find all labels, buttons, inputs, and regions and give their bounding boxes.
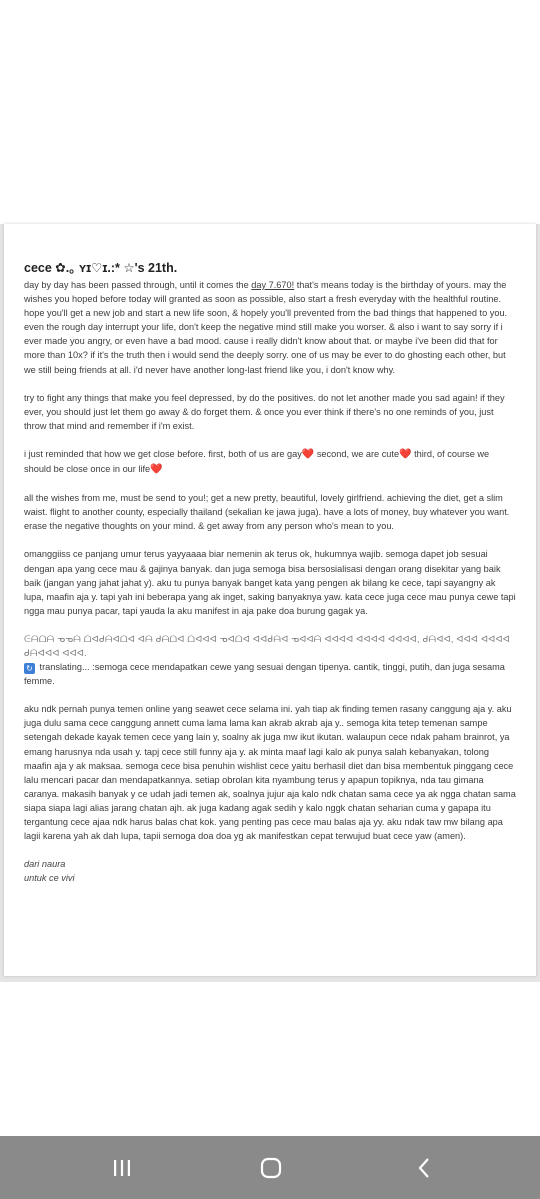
heart-icon: ❤️ xyxy=(150,464,163,476)
back-button[interactable] xyxy=(409,1153,439,1183)
paragraph-3: i just reminded that how we get close before. first, both of us are gay❤️ second, we are cute❤️ third, of course we should be close once in our life❤️ xyxy=(24,448,490,476)
paragraph-6: ᕮᗩᗝᗩ ᓀᓀᗩ ᗝᐊᑯᗩᐊᗝᐊ ᐊᗩ ᑯᗩᗝᐊ ᗝᐊᐊᐊ ᓀᐊᗝᐊ ᐊᐊᑯᗩᐊ ᓀᐊᐊᗩ ᐊᐊᐊᐊ ᐊᐊᐊᐊ ᐊᐊᐊᐊ, ᑯᗩᐊᐊ, ᐊᐊᐊ ᐊᐊᐊᐊ ᑯᗩᐊᐊᐊ ᐊᐊᐊ. ↻ translating... :semoga cece mendapatkan cewe yang sesuai dengan tipenya. cantik, tinggi, putih, dan juga sesama femme. xyxy=(24,632,517,688)
back-icon xyxy=(413,1157,435,1179)
home-button[interactable] xyxy=(256,1153,286,1183)
translate-icon: ↻ xyxy=(24,663,35,674)
paragraph-1: day by day has been passed through, until it comes the day 7.670! that's means today is the birthday of yours. may the wishes you hoped before today will granted as soon as possible, also start a fresh everyday with the healthful routine. hope you'll get a new job and start a new life soon, & hopely you'll prevented from the bad things that happened to you. even the rough day interrupt your life, don't keep the negative mind still make you worser. & also i want to say sorry if i ever made you angry, or even have a bad mood. cause i really didn't know about that. or maybe i've been did that for more than 10x? if it's the truth then i would send the deeply sorry. one of us may be ever to do ghosting each other, but we still being friends at all. i'd never have another long-last friend like you, i don't know why. xyxy=(24,280,508,375)
signature-to: untuk ce vivi xyxy=(24,873,75,884)
paragraph-4: all the wishes from me, must be send to you!; get a new pretty, beautiful, lovely girlfriend. achieving the diet, get a slim waist. flight to another county, especially thailand (sekalian ke jawa juga). have a lots of money, buy whatever you want. erase the negative thoughts on your mind. & get away from any person who's mean to you. xyxy=(24,493,510,532)
signature xyxy=(24,857,517,885)
letter-page xyxy=(4,224,536,976)
system-navigation-bar xyxy=(0,1136,540,1199)
signature-from: dari naura xyxy=(24,859,66,870)
paragraph-5: omanggiiss ce panjang umur terus yayyaaaa biar nemenin ak terus ok, hukumnya wajib. semoga dapet job sesuai dengan apa yang cece mau & gajinya banyak. dan juga semoga bisa bersosialisasi dengan orang disekitar yang baik baik (jangan yang jahat jahat y). aku tu punya banyak banget kata yang pengen ak bilang ke cece, tapi sayangny ak lupa, maafin aja y. tapi yah ini beberapa yang ak inget, saking banyaknya yaw. kata cece juga cece mau punya cewe tapi ngga mau punya pacar, tapi yauda la aku manifest in aja pake doa burung gagak ya. xyxy=(24,549,516,616)
heart-icon: ❤️ xyxy=(301,448,315,460)
home-icon xyxy=(259,1156,283,1180)
day-count-link[interactable]: day 7.670! xyxy=(251,280,295,290)
paragraph-7: aku ndk pernah punya temen online yang seawet cece selama ini. yah tiap ak finding temen rasany canggung aja y. aku juga dulu sama cece canggung annett cuma lama lama kan akrab akrab aja y.. semoga kita tetep temenan sampe setengah dekade kayak temen cece yang lain y, soalny ak juga mw ikut ikutan. walaupun cece ndak paham brainrot, ya emang harusnya nda usah y. tapj cece still funny aja y. ak minta maaf lagi kalo ak punya salah kebanyakan, tolong maafin aja y ak maksaa. semoga cece bisa penuhin wishlist cece yaitu berhasil diet dan bisa membentuk pinggang cece lalu mencari pacar dan mendapatkannya. setiap obrolan kita nyambung terus y apapun topiknya, nda tau gimana caranya. makasih banyak y ce udah jadi temen ak, soalnya jujur aja kalo ndk chatan sama cece ya ak ngga chatan sama siapa siapa lagi alias jarang chatan ajh. ak juga kadang agak sedih y kalo nggk chatan seharian cuma y gapapa itu tergantung cece ajaa ndk harus balas chat kok. yang penting pas cece mau balas aja yy. aku ndak taw mw bilang apa lagii karena yah ak dah lupa, tapii semoga doa doa yg ak manifestkan cepat terwujud buat cece yaw (amen). xyxy=(24,704,516,842)
paragraph-2: try to fight any things that make you feel depressed, by do the positives. do not let another made you sad again! if they ever, you should just let them go away & do forget them. & once you ever think if there's no one reminds of you, just throw that mind and remember if i'm exist. xyxy=(24,392,505,431)
coded-glyph-text: ᕮᗩᗝᗩ ᓀᓀᗩ ᗝᐊᑯᗩᐊᗝᐊ ᐊᗩ ᑯᗩᗝᐊ ᗝᐊᐊᐊ ᓀᐊᗝᐊ ᐊᐊᑯᗩᐊ ᓀᐊᐊᗩ ᐊᐊᐊᐊ ᐊᐊᐊᐊ ᐊᐊᐊᐊ, ᑯᗩᐊᐊ, ᐊᐊᐊ ᐊᐊᐊᐊ ᑯᗩᐊᐊᐊ ᐊᐊᐊ. xyxy=(24,633,511,658)
heart-icon: ❤️ xyxy=(399,448,412,460)
letter-title: cece ✿.｡ ʏɪ♡ɪ.:* ☆'s 21th. xyxy=(24,261,178,275)
recent-apps-button[interactable] xyxy=(107,1153,137,1183)
document-backdrop xyxy=(0,224,540,982)
recent-apps-icon xyxy=(111,1157,133,1179)
